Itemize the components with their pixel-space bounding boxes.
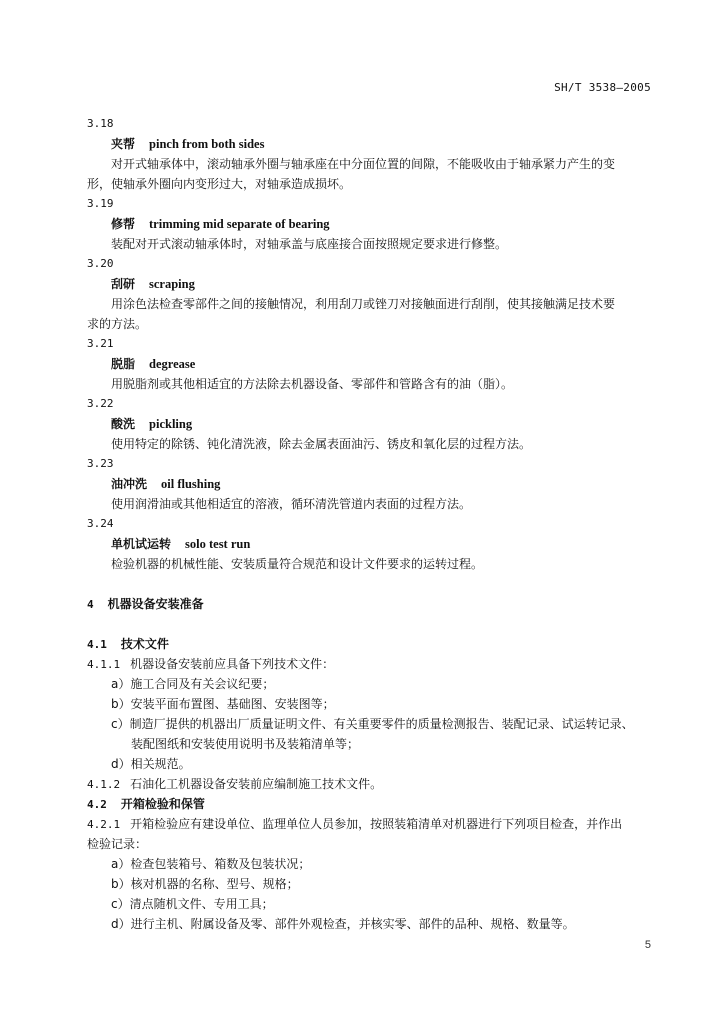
term-number: 3.23 (87, 457, 114, 470)
term-title (111, 217, 330, 231)
term-definition: 求的方法。 (87, 317, 148, 331)
clause (87, 657, 334, 672)
term-number: 3.19 (87, 197, 114, 210)
term-definition: 用涂色法检查零部件之间的接触情况，利用刮刀或锉刀对接触面进行刮削，使其接触满足技术要 (111, 297, 616, 311)
term-definition: 使用润滑油或其他相适宜的溶液，循环清洗管道内表面的过程方法。 (111, 497, 472, 511)
clause-text-continued: 检验记录： (87, 837, 148, 851)
clause-number: 4.2.1 (87, 818, 121, 831)
term-en: solo test run (185, 537, 251, 551)
subsection-title: 开箱检验和保管 (120, 797, 205, 811)
term-definition: 检验机器的机械性能、安装质量符合规范和设计文件要求的运转过程。 (111, 557, 484, 571)
list-item: b）安装平面布置图、基础图、安装图等； (111, 697, 335, 711)
term-number: 3.21 (87, 337, 114, 350)
list-item: a）检查包装箱号、箱数及包装状况； (111, 857, 311, 871)
subsection-heading (87, 637, 169, 652)
list-item: d）进行主机、附属设备及零、部件外观检查，并核实零、部件的品种、规格、数量等。 (111, 917, 575, 931)
term-en: scraping (149, 277, 195, 291)
clause-text: 石油化工机器设备安装前应编制施工技术文件。 (130, 777, 383, 791)
term-title (111, 477, 220, 491)
term-title (111, 137, 264, 151)
list-item: a）施工合同及有关会议纪要； (111, 677, 275, 691)
term-zh: 夹帮 (111, 137, 136, 151)
term-zh: 脱脂 (111, 357, 136, 371)
clause-text: 开箱检验应有建设单位、监理单位人员参加，按照装箱清单对机器进行下列项目检查，并作出 (130, 817, 623, 831)
term-definition: 用脱脂剂或其他相适宜的方法除去机器设备、零部件和管路含有的油（脂）。 (111, 377, 514, 391)
term-en: trimming mid separate of bearing (149, 217, 330, 231)
term-title (111, 537, 250, 551)
section-heading (87, 597, 204, 612)
term-definition: 使用特定的除锈、钝化清洗液，除去金属表面油污、锈皮和氧化层的过程方法。 (111, 437, 532, 451)
list-item: b）核对机器的名称、型号、规格； (111, 877, 299, 891)
term-en: degrease (149, 357, 196, 371)
term-title (111, 417, 192, 431)
page-header: SH/T 3538—2005 (554, 81, 651, 94)
clause-number: 4.1.1 (87, 658, 121, 671)
term-definition: 对开式轴承体中，滚动轴承外圈与轴承座在中分面位置的间隙，不能吸收由于轴承紧力产生的变 (111, 157, 616, 171)
clause (87, 817, 622, 832)
term-definition: 形，使轴承外圈向内变形过大，对轴承造成损坏。 (87, 177, 352, 191)
term-zh: 刮研 (111, 277, 136, 291)
page-number: 5 (644, 939, 651, 951)
list-item: d）相关规范。 (111, 757, 191, 771)
subsection-number: 4.1 (87, 638, 107, 651)
list-item: 装配图纸和安装使用说明书及装箱清单等； (131, 737, 360, 751)
term-en: pinch from both sides (149, 137, 265, 151)
term-zh: 油冲洗 (111, 477, 148, 491)
term-number: 3.24 (87, 517, 114, 530)
section-title: 机器设备安装准备 (107, 597, 204, 611)
term-number: 3.18 (87, 117, 114, 130)
term-title (111, 277, 195, 291)
clause-text: 机器设备安装前应具备下列技术文件： (130, 657, 335, 671)
section-number: 4 (87, 598, 94, 611)
term-en: oil flushing (161, 477, 221, 491)
list-item: c）清点随机文件、专用工具； (111, 897, 274, 911)
term-title (111, 357, 195, 371)
term-en: pickling (149, 417, 193, 431)
term-zh: 修帮 (111, 217, 136, 231)
list-item: c）制造厂提供的机器出厂质量证明文件、有关重要零件的质量检测报告、装配记录、试运转记录、 (111, 717, 634, 731)
subsection-number: 4.2 (87, 798, 107, 811)
term-zh: 单机试运转 (111, 537, 172, 551)
subsection-heading (87, 797, 205, 812)
subsection-title: 技术文件 (120, 637, 169, 651)
clause-number: 4.1.2 (87, 778, 121, 791)
term-definition: 装配对开式滚动轴承体时，对轴承盖与底座接合面按照规定要求进行修整。 (111, 237, 508, 251)
term-zh: 酸洗 (111, 417, 136, 431)
clause (87, 777, 382, 792)
term-number: 3.20 (87, 257, 114, 270)
term-number: 3.22 (87, 397, 114, 410)
